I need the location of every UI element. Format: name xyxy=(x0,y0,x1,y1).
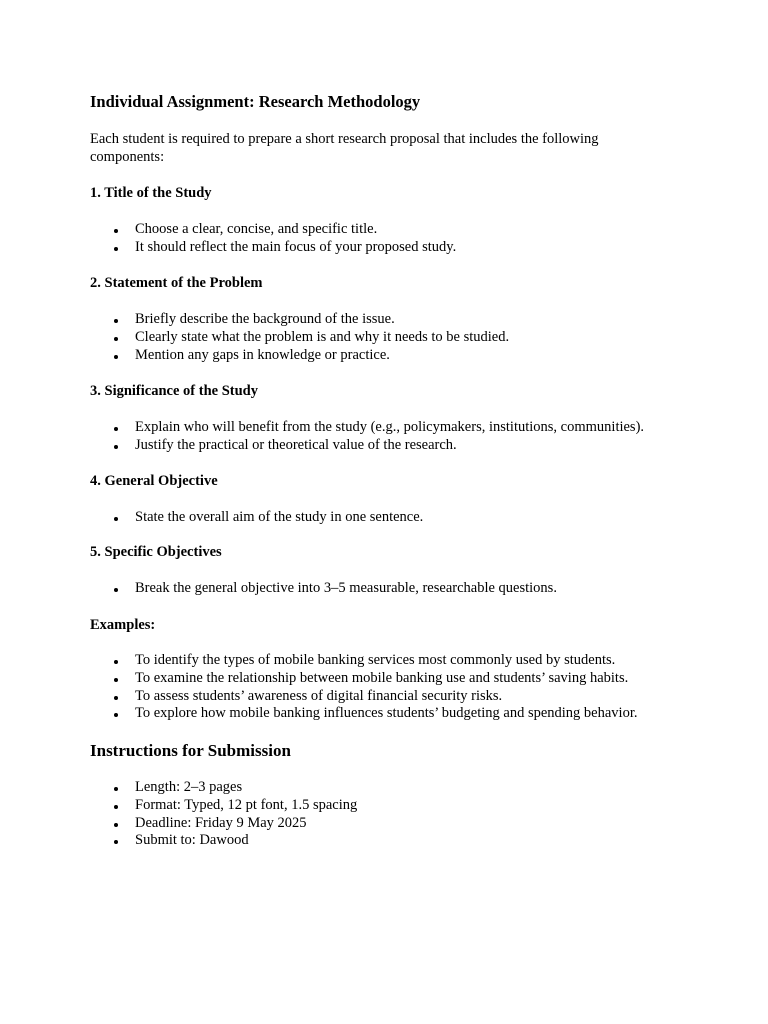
examples-heading: Examples: xyxy=(90,617,156,633)
section-heading-statement-of-problem: 2. Statement of the Problem xyxy=(90,275,263,291)
list-item: Mention any gaps in knowledge or practice. xyxy=(90,347,710,365)
list-item: Briefly describe the background of the issue. xyxy=(90,311,710,329)
section-heading-significance: 3. Significance of the Study xyxy=(90,383,258,399)
section-heading-general-objective: 4. General Objective xyxy=(90,473,218,489)
list-item: To explore how mobile banking influences students’ budgeting and spending behavior. xyxy=(90,705,710,723)
list-item: To assess students’ awareness of digital financial security risks. xyxy=(90,688,710,706)
intro-paragraph: Each student is required to prepare a short research proposal that includes the following components: xyxy=(90,131,599,165)
list-item: Format: Typed, 12 pt font, 1.5 spacing xyxy=(90,797,710,815)
list-item: Justify the practical or theoretical value of the research. xyxy=(90,437,710,455)
list-item: Explain who will benefit from the study (e.g., policymakers, institutions, communities). xyxy=(90,419,710,437)
examples-list xyxy=(90,652,710,723)
list-item: To examine the relationship between mobile banking use and students’ saving habits. xyxy=(90,670,710,688)
section-heading-specific-objectives: 5. Specific Objectives xyxy=(90,544,222,560)
document-title: Individual Assignment: Research Methodology xyxy=(90,92,421,111)
list-item: Submit to: Dawood xyxy=(90,832,710,850)
submission-heading: Instructions for Submission xyxy=(90,741,291,760)
section-list-title-of-study xyxy=(90,221,710,257)
list-item: Length: 2–3 pages xyxy=(90,779,710,797)
list-item: Clearly state what the problem is and why it needs to be studied. xyxy=(90,329,710,347)
list-item: It should reflect the main focus of your proposed study. xyxy=(90,239,710,257)
section-heading-title-of-study: 1. Title of the Study xyxy=(90,185,212,201)
section-list-general-objective xyxy=(90,509,710,527)
section-list-significance xyxy=(90,419,710,455)
list-item: Break the general objective into 3–5 measurable, researchable questions. xyxy=(90,580,710,598)
list-item: To identify the types of mobile banking services most commonly used by students. xyxy=(90,652,710,670)
section-list-statement-of-problem xyxy=(90,311,710,364)
submission-list xyxy=(90,779,710,850)
section-list-specific-objectives xyxy=(90,580,710,598)
list-item: Deadline: Friday 9 May 2025 xyxy=(90,815,710,833)
list-item: Choose a clear, concise, and specific title. xyxy=(90,221,710,239)
list-item: State the overall aim of the study in one sentence. xyxy=(90,509,710,527)
